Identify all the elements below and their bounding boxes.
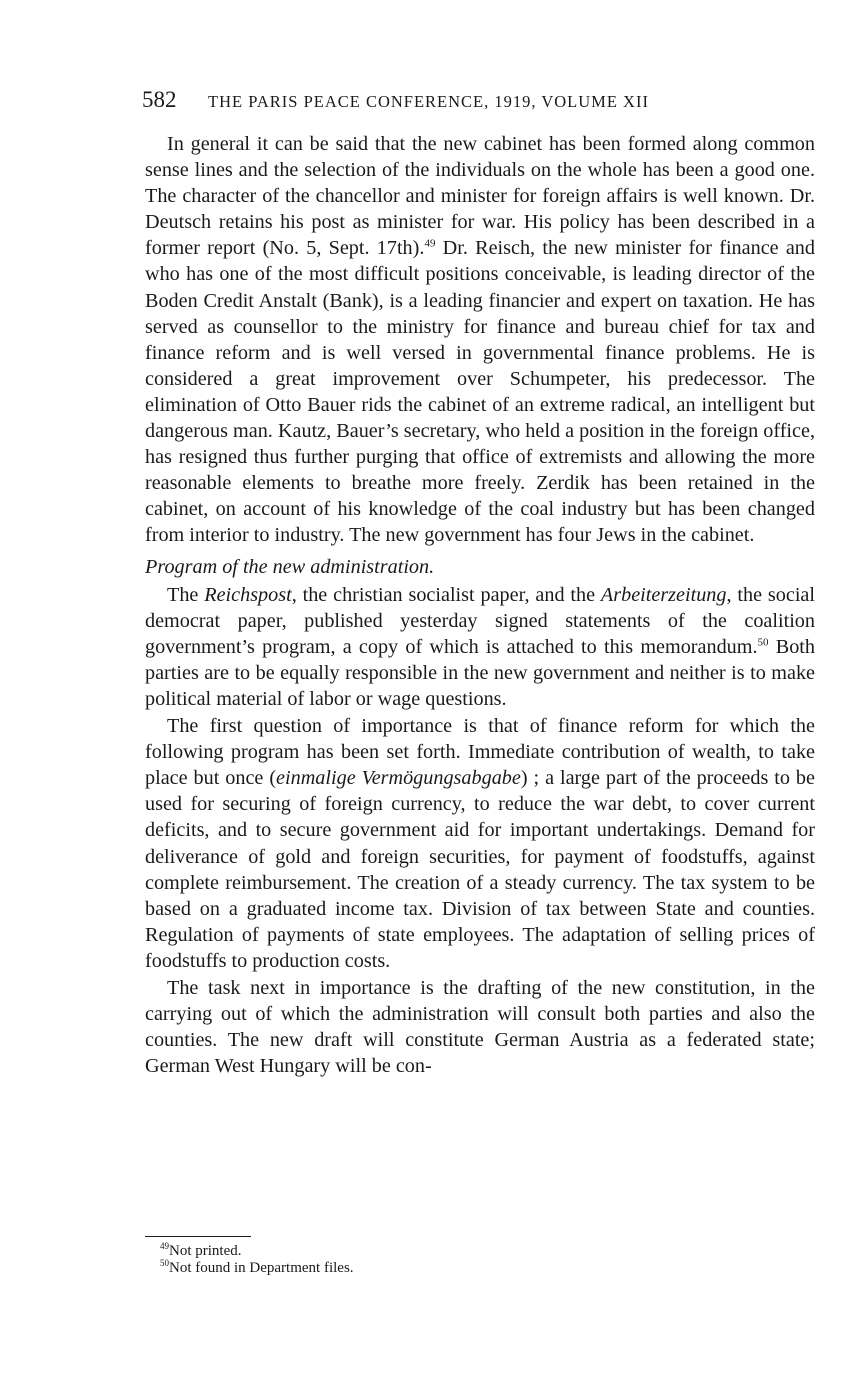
footnotes [160, 1243, 660, 1277]
page-number: 582 [142, 87, 177, 112]
body-text [145, 131, 815, 1079]
paragraph-constitution: The task next in importance is the drafting of the new constitution, in the carrying out of which the administration will consult both parties and also the counties. The new draft will constitute German Austria as a federated state; German West Hungary will be con- [145, 977, 815, 1078]
footnote-49: $^{49}$Not printed. [160, 1241, 242, 1259]
german-term: einmalige Vermögungsabgabe [276, 767, 521, 790]
page-header [142, 86, 822, 116]
paragraph-program: The Reichspost, the christian socialist paper, and the Arbeiterzeitung, the social democrat paper, published yesterday signed statements of the coalition government’s program, a copy of which is attached to this memorandum.$^{50}$ Both parties are to be equally responsible in the new government and neither is to make political material of labor or wage questions. [145, 583, 816, 710]
newspaper-reichspost: Reichspost [204, 583, 292, 606]
newspaper-arbeiterzeitung: Arbeiterzeitung [600, 583, 727, 606]
paragraph-finance-reform: The first question of importance is that of finance reform for which the following program has been set forth. Immediate contribution of wealth, to take place but once (einmalige Vermögungsabgabe) ; a large part of the proceeds to be used for securing of foreign currency, to reduce the war debt, to cover current deficits, and to secure government aid for important undertakings. Demand for deliverance of gold and foreign securities, for payment of foodstuffs, against complete reimbursement. The creation of a steady currency. The tax system to be based on a graduated income tax. Division of tax between State and counties. Regulation of payments of state employees. The adaptation of selling prices of foodstuffs to production costs. [145, 715, 815, 972]
paragraph-cabinet: In general it can be said that the new cabinet has been formed along common sense lines and the selection of the individuals on the whole has been a good one. The character of the chancellor and minister for foreign affairs is well known. Dr. Deutsch retains his post as minister for war. His policy has been described in a former report (No. 5, Sept. 17th).$^{49}$ Dr. Reisch, the new minister for finance and who has one of the most difficult positions conceivable, is leading director of the Boden Credit Anstalt (Bank), is a leading financier and expert on taxation. He has served as counsellor to the ministry for finance and bureau chief for tax and finance reform and is well versed in governmental finance problems. He is considered a great improvement over Schumpeter, his predecessor. The elimination of Otto Bauer rids the cabinet of an extreme radical, an intelligent but dangerous man. Kautz, Bauer’s secretary, who held a position in the foreign office, has resigned thus further purging that office of extremists and allowing the more reasonable elements to breathe more freely. Zerdik has been retained in the cabinet, on account of his knowledge of the coal industry but has been changed from interior to industry. The new government has four Jews in the cabinet. [145, 133, 815, 547]
footnote-divider [145, 1236, 251, 1237]
footnote-ref-49: 49 [424, 237, 436, 250]
section-heading: Program of the new administration. [145, 555, 435, 578]
footnote-ref-50: 50 [757, 636, 769, 649]
footnote-50: $^{50}$Not found in Department files. [160, 1258, 354, 1276]
running-title: THE PARIS PEACE CONFERENCE, 1919, VOLUME XII [208, 92, 649, 111]
